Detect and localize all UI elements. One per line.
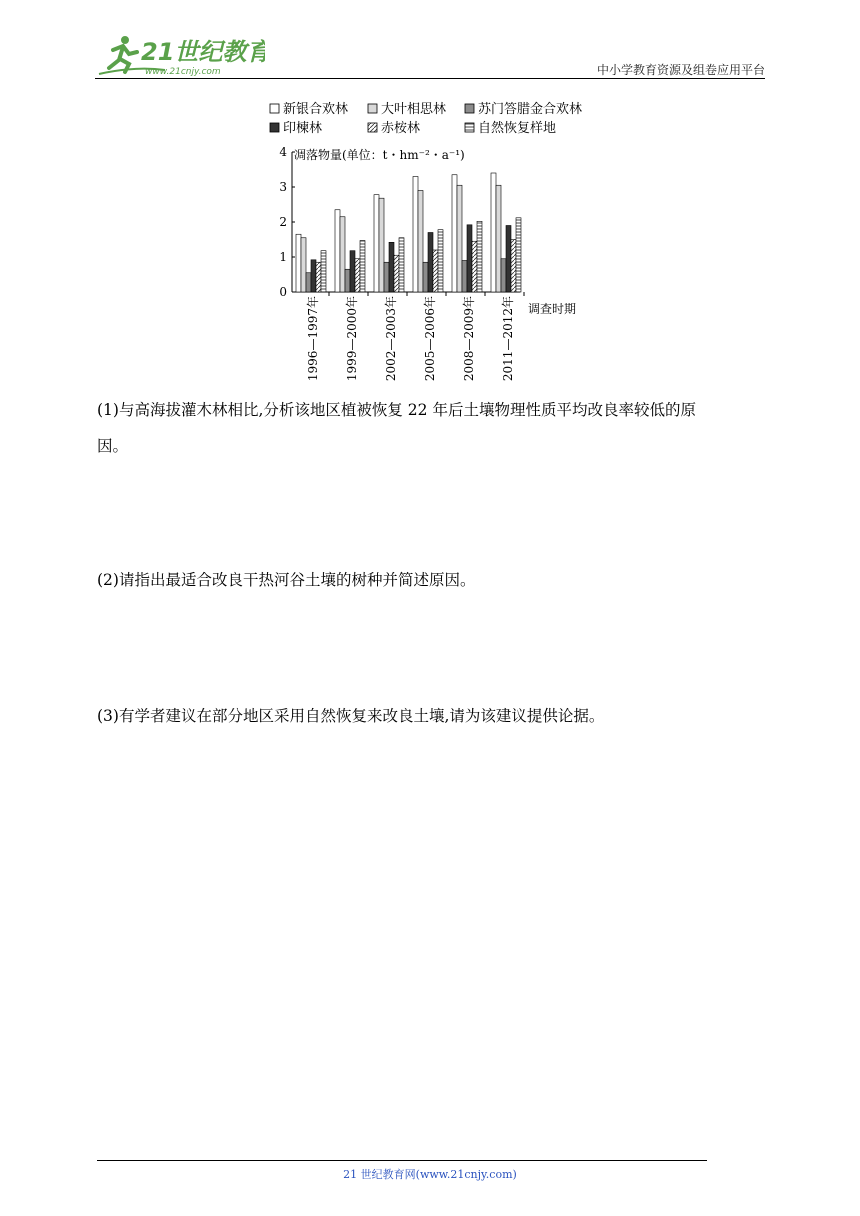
- logo-text: 21世纪教育: [141, 38, 265, 66]
- y-tick-label-4: 4: [279, 145, 287, 159]
- chart-svg: [262, 96, 602, 396]
- legend-swatch-5: [465, 123, 474, 132]
- page-header: [95, 30, 765, 80]
- legend-label-3: 印楝林: [283, 121, 323, 136]
- bar-4-5: [477, 221, 482, 292]
- legend-label-1: 大叶相思林: [381, 102, 447, 117]
- bar-5-5: [516, 218, 521, 292]
- bar-5-1: [496, 185, 501, 292]
- bar-5-0: [491, 173, 496, 292]
- bar-2-1: [379, 198, 384, 292]
- question-1-line-1: (1)与高海拔灌木林相比,分析该地区植被恢复 22 年后土壤物理性质平均改良率较低的原: [97, 401, 696, 419]
- bar-0-4: [316, 262, 321, 292]
- chart-legend: [270, 101, 582, 136]
- bar-2-0: [374, 195, 379, 292]
- bar-3-0: [413, 177, 418, 293]
- site-logo: [95, 30, 265, 78]
- y-tick-label-1: 1: [279, 250, 287, 264]
- x-tick-labels: [305, 296, 515, 381]
- bar-2-3: [389, 242, 394, 292]
- bar-1-4: [355, 259, 360, 292]
- x-tick-label-0: 1996—1997年: [306, 296, 320, 382]
- question-1: [97, 392, 767, 464]
- y-tick-label-0: 0: [279, 285, 287, 299]
- footer-divider: [97, 1160, 707, 1161]
- y-tick-label-2: 2: [279, 215, 287, 229]
- logo-runner-icon: [95, 30, 265, 78]
- x-axis-label: 调查时期: [528, 302, 577, 316]
- x-tick-label-3: 2005—2006年: [423, 296, 437, 382]
- bar-0-0: [296, 234, 301, 292]
- bar-3-5: [438, 230, 443, 292]
- logo-subtext: www.21cnjy.com: [145, 67, 221, 77]
- litter-chart: [262, 96, 602, 396]
- x-tick-label-4: 2008—2009年: [462, 296, 476, 382]
- legend-label-0: 新银合欢林: [283, 102, 349, 117]
- question-2: (2)请指出最适合改良干热河谷土壤的树种并简述原因。: [97, 571, 476, 589]
- x-tick-label-5: 2011—2012年: [501, 296, 515, 382]
- header-divider: [95, 78, 765, 79]
- legend-swatch-2: [465, 104, 474, 113]
- bar-0-1: [301, 238, 306, 292]
- y-tick-label-3: 3: [279, 180, 287, 194]
- bar-0-5: [321, 251, 326, 292]
- legend-label-5: 自然恢复样地: [478, 121, 557, 136]
- legend-swatch-0: [270, 104, 279, 113]
- bar-1-2: [345, 269, 350, 292]
- bar-4-2: [462, 261, 467, 293]
- bar-5-2: [501, 259, 506, 292]
- y-axis-label: 凋落物量(单位：t・hm⁻²・a⁻¹): [294, 148, 465, 162]
- footer-text: 21 世纪教育网(www.21cnjy.com): [343, 1168, 517, 1181]
- bar-0-3: [311, 260, 316, 292]
- chart-bars: [296, 173, 521, 292]
- legend-swatch-1: [368, 104, 377, 113]
- bar-1-1: [340, 217, 345, 292]
- bar-2-2: [384, 262, 389, 292]
- bar-2-4: [394, 255, 399, 292]
- bar-0-2: [306, 273, 311, 292]
- bar-3-4: [433, 250, 438, 292]
- bar-4-1: [457, 185, 462, 292]
- bar-5-4: [511, 240, 516, 293]
- legend-label-4: 赤桉林: [381, 121, 421, 136]
- bar-5-3: [506, 226, 511, 293]
- bar-3-1: [418, 191, 423, 293]
- x-tick-label-2: 2002—2003年: [384, 296, 398, 382]
- question-1-line-2: 因。: [97, 437, 129, 455]
- bar-2-5: [399, 238, 404, 292]
- bar-1-0: [335, 210, 340, 292]
- bar-4-4: [472, 241, 477, 292]
- bar-1-5: [360, 241, 365, 292]
- bar-4-3: [467, 225, 472, 292]
- bar-1-3: [350, 251, 355, 292]
- x-tick-label-1: 1999—2000年: [345, 296, 359, 382]
- question-3: (3)有学者建议在部分地区采用自然恢复来改良土壤,请为该建议提供论据。: [97, 707, 605, 725]
- legend-swatch-4: [368, 123, 377, 132]
- bar-3-3: [428, 233, 433, 293]
- legend-swatch-3: [270, 123, 279, 132]
- header-platform-text: 中小学教育资源及组卷应用平台: [596, 63, 765, 77]
- bar-3-2: [423, 262, 428, 292]
- bar-4-0: [452, 175, 457, 292]
- legend-label-2: 苏门答腊金合欢林: [478, 102, 583, 117]
